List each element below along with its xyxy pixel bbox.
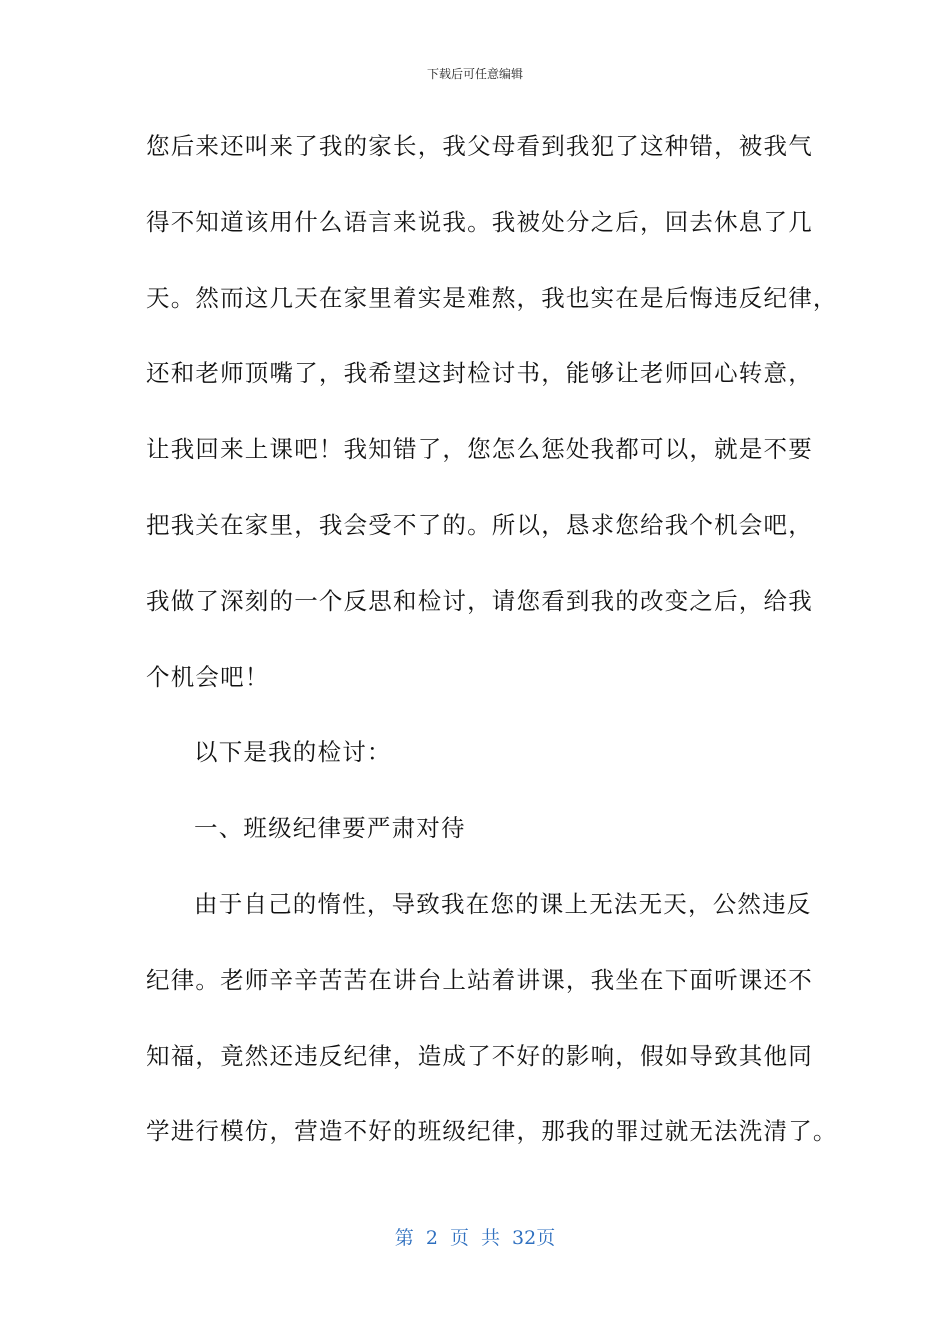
body-line-4: 还和老师顶嘴了，我希望这封检讨书，能够让老师回心转意， <box>146 359 813 388</box>
body-line-11: 由于自己的惰性，导致我在您的课上无法无天，公然违反 <box>194 889 812 918</box>
section-heading: 一、班级纪律要严肃对待 <box>194 814 466 843</box>
page-number: 第 2 页 共 32页 <box>394 1227 556 1249</box>
document-body <box>146 122 838 1183</box>
body-line-1: 您后来还叫来了我的家长，我父母看到我犯了这种错，被我气 <box>146 132 813 160</box>
body-line-3: 天。然而这几天在家里着实是难熬，我也实在是后悔违反纪律， <box>146 283 838 312</box>
body-line-13: 知福，竟然还违反纪律，造成了不好的影响，假如导致其他同 <box>146 1041 813 1070</box>
body-line-12: 纪律。老师辛辛苦苦在讲台上站着讲课，我坐在下面听课还不 <box>146 965 813 994</box>
body-line-6: 把我关在家里，我会受不了的。所以，恳求您给我个机会吧， <box>146 510 813 539</box>
body-line-5: 让我回来上课吧！我知错了，您怎么惩处我都可以，就是不要 <box>146 435 813 464</box>
body-line-14: 学进行模仿，营造不好的班级纪律，那我的罪过就无法洗清了。 <box>146 1117 838 1146</box>
section-intro: 以下是我的检讨： <box>194 738 392 767</box>
page-header: 下载后可任意编辑 <box>426 67 523 81</box>
body-line-7: 我做了深刻的一个反思和检讨，请您看到我的改变之后，给我 <box>146 586 813 615</box>
body-line-2: 得不知道该用什么语言来说我。我被处分之后，回去休息了几 <box>146 207 813 236</box>
body-line-8: 个机会吧！ <box>146 662 270 691</box>
